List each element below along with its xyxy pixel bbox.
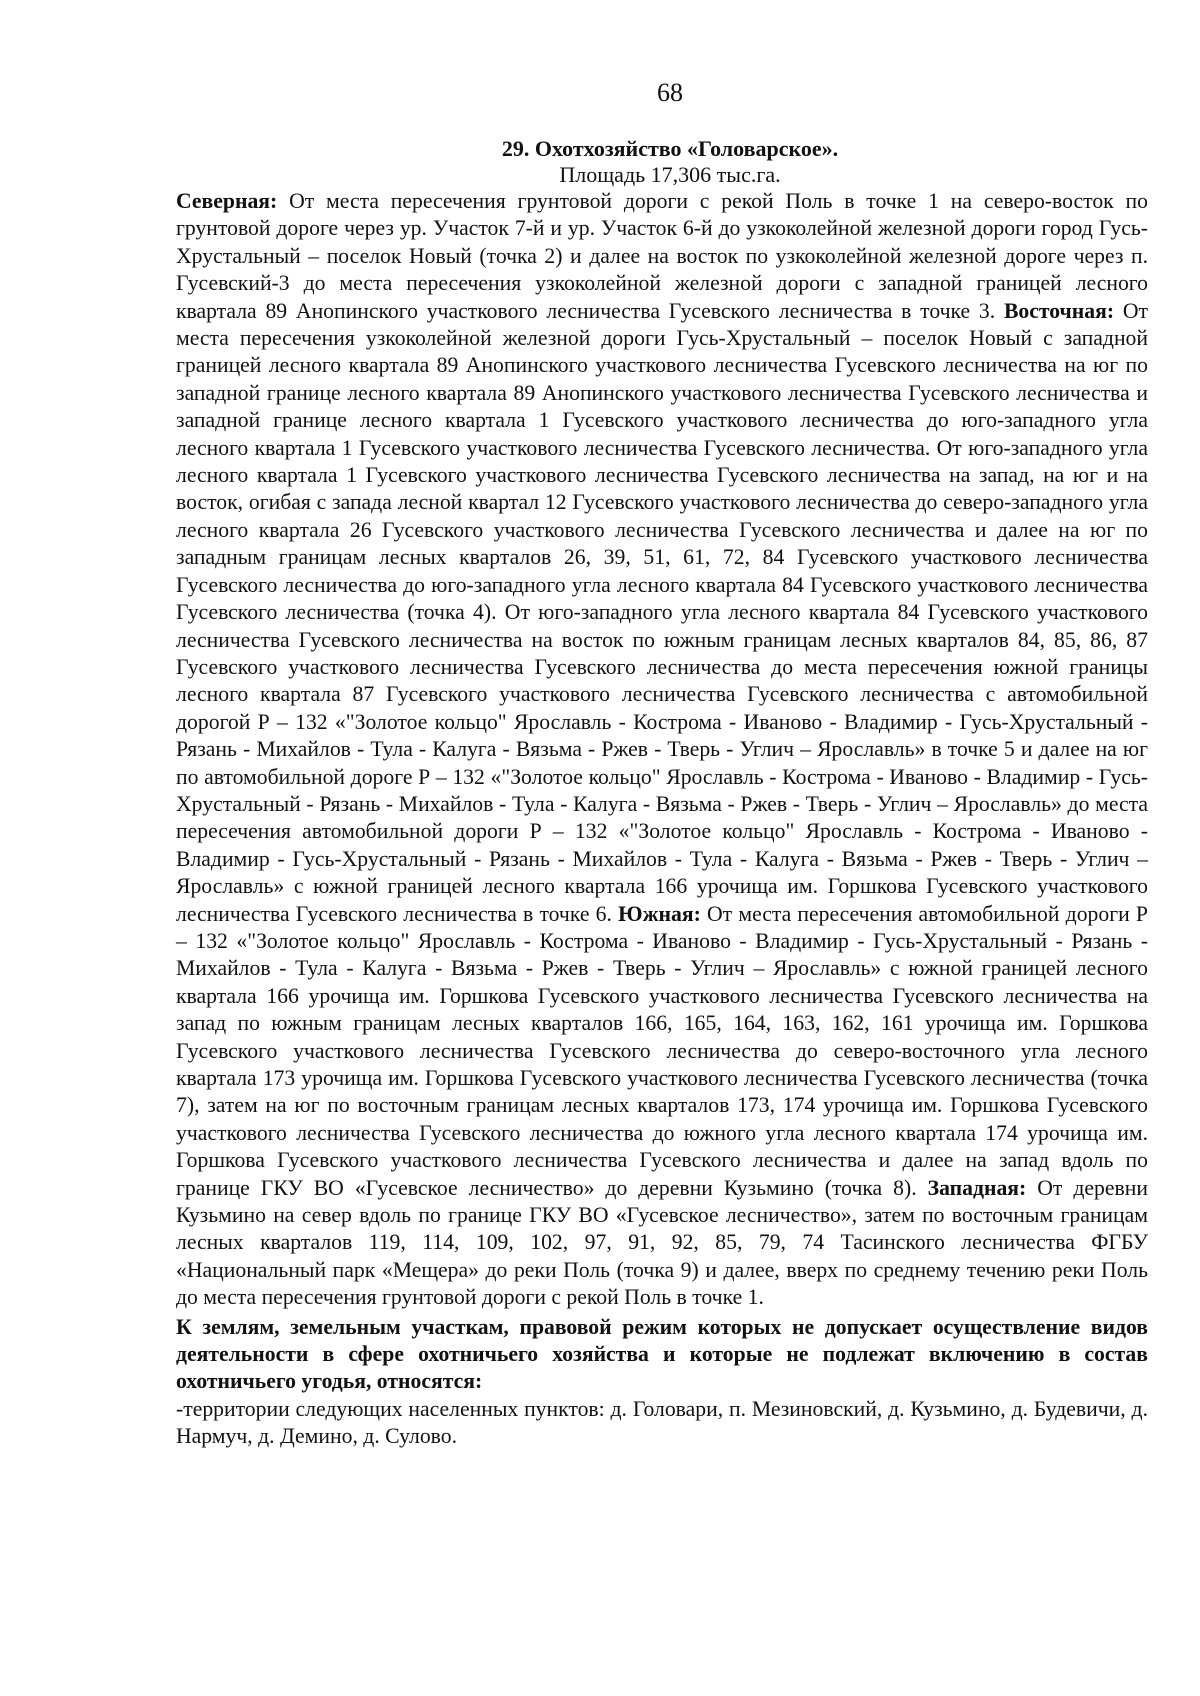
west-boundary-text: От деревни Кузьмино на север вдоль по границе ГКУ ВО «Гусевское лесничество», затем по восточным границам лесных кварталов 119, 114, 109, 102, 97, 91, 92, 85, 79, 74 Тасинского лесничества ФГБУ «Национальный парк «Мещера» до реки Поль (точка 9) и далее, вверх по среднему течению реки Поль до места пересечения грунтовой дороги с рекой Поль в точке 1. [176,1175,1148,1310]
north-boundary-text: От места пересечения грунтовой дороги с рекой Поль в точке 1 на северо-восток по грунтовой дороге через ур. Участок 7-й и ур. Участок 6-й до узкоколейной железной дороги город Гусь-Хрустальный – поселок Новый (точка 2) и далее на восток по узкоколейной железной дороге через п. Гусевский-3 до места пересечения узкоколейной железной дороги с западной границей лесного квартала 89 Анопинского участкового лесничества Гусевского лесничества в точке 3. [176,189,1148,323]
north-boundary-label: Северная: [176,189,278,213]
section-heading: 29. Охотхозяйство «Головарское». [501,136,839,161]
settlements-paragraph: -территории следующих населенных пунктов: д. Головари, п. Мезиновский, д. Кузьмино, д. Будевичи, д. Нармуч, д. Демино, д. Сулово. [176,1396,1148,1449]
restriction-heading: К землям, земельным участкам, правовой режим которых не допускает осуществление видов деятельности в сфере охотничьего хозяйства и которые не подлежат включению в состав охотничьего угодья, относятся: [176,1314,1148,1394]
west-boundary-label: Западная: [927,1175,1027,1200]
page-number: 68 [657,78,683,107]
area-line: Площадь 17,306 тыс.га. [559,162,781,187]
boundaries-paragraph [176,188,1148,1312]
east-boundary-text: От места пересечения узкоколейной железной дороги Гусь-Хрустальный – поселок Новый с западной границей лесного квартала 89 Анопинского участкового лесничества Гусевского лесничества на юг по западной границе лесного квартала 89 Анопинского участкового лесничества Гусевского лесничества и западной границе лесного квартала 1 Гусевского участкового лесничества до юго-западного угла лесного квартала 1 Гусевского участкового лесничества Гусевского лесничества. От юго-западного угла лесного квартала 1 Гусевского участкового лесничества Гусевского лесничества на запад, на юг и на восток, огибая с запада лесной квартал 12 Гусевского участкового лесничества до северо-западного угла лесного квартала 26 Гусевского участкового лесничества Гусевского лесничества и далее на юг по западным границам лесных кварталов 26, 39, 51, 61, 72, 84 Гусевского участкового лесничества Гусевского лесничества до юго-западного угла лесного квартала 84 Гусевского участкового лесничества Гусевского лесничества (точка 4). От юго-западного угла лесного квартала 84 Гусевского участкового лесничества Гусевского лесничества на восток по южным границам лесных кварталов 84, 85, 86, 87 Гусевского участкового лесничества Гусевского лесничества до места пересечения южной границы лесного квартала 87 Гусевского участкового лесничества Гусевского лесничества с автомобильной дорогой Р – 132 «"Золотое кольцо" Ярославль - Кострома - Иваново - Владимир - Гусь-Хрустальный - Рязань - Михайлов - Тула - Калуга - Вязьма - Ржев - Тверь - Углич – Ярославль» в точке 5 и далее на юг по автомобильной дороге Р – 132 «"Золотое кольцо" Ярославль - Кострома - Иваново - Владимир - Гусь-Хрустальный - Рязань - Михайлов - Тула - Калуга - Вязьма - Ржев - Тверь - Углич – Ярославль» до места пересечения автомобильной дороги Р – 132 «"Золотое кольцо" Ярославль - Кострома - Иваново - Владимир - Гусь-Хрустальный - Рязань - Михайлов - Тула - Калуга - Вязьма - Ржев - Тверь - Углич – Ярославль» с южной границей лесного квартала 166 урочища им. Горшкова Гусевского участкового лесничества Гусевского лесничества в точке 6. [176,298,1149,926]
east-boundary-label: Восточная: [1003,298,1115,323]
document-body [176,188,1148,1451]
south-boundary-text: От места пересечения автомобильной дороги Р – 132 «"Золотое кольцо" Ярославль - Кострома - Иваново - Владимир - Гусь-Хрустальный - Рязань - Михайлов - Тула - Калуга - Вязьма - Ржев - Тверь - Углич – Ярославль» с южной границей лесного квартала 166 урочища им. Горшкова Гусевского участкового лесничества Гусевского лесничества на запад по южным границам лесных кварталов 166, 165, 164, 163, 162, 161 урочища им. Горшкова Гусевского участкового лесничества Гусевского лесничества до северо-восточного угла лесного квартала 173 урочища им. Горшкова Гусевского участкового лесничества Гусевского лесничества (точка 7), затем на юг по восточным границам лесных кварталов 173, 174 урочища им. Горшкова Гусевского участкового лесничества Гусевского лесничества до южного угла лесного квартала 174 урочища им. Горшкова Гусевского участкового лесничества Гусевского лесничества и далее на запад вдоль по границе ГКУ ВО «Гусевское лесничество» до деревни Кузьмино (точка 8). [176,901,1148,1200]
south-boundary-label: Южная: [618,901,701,926]
